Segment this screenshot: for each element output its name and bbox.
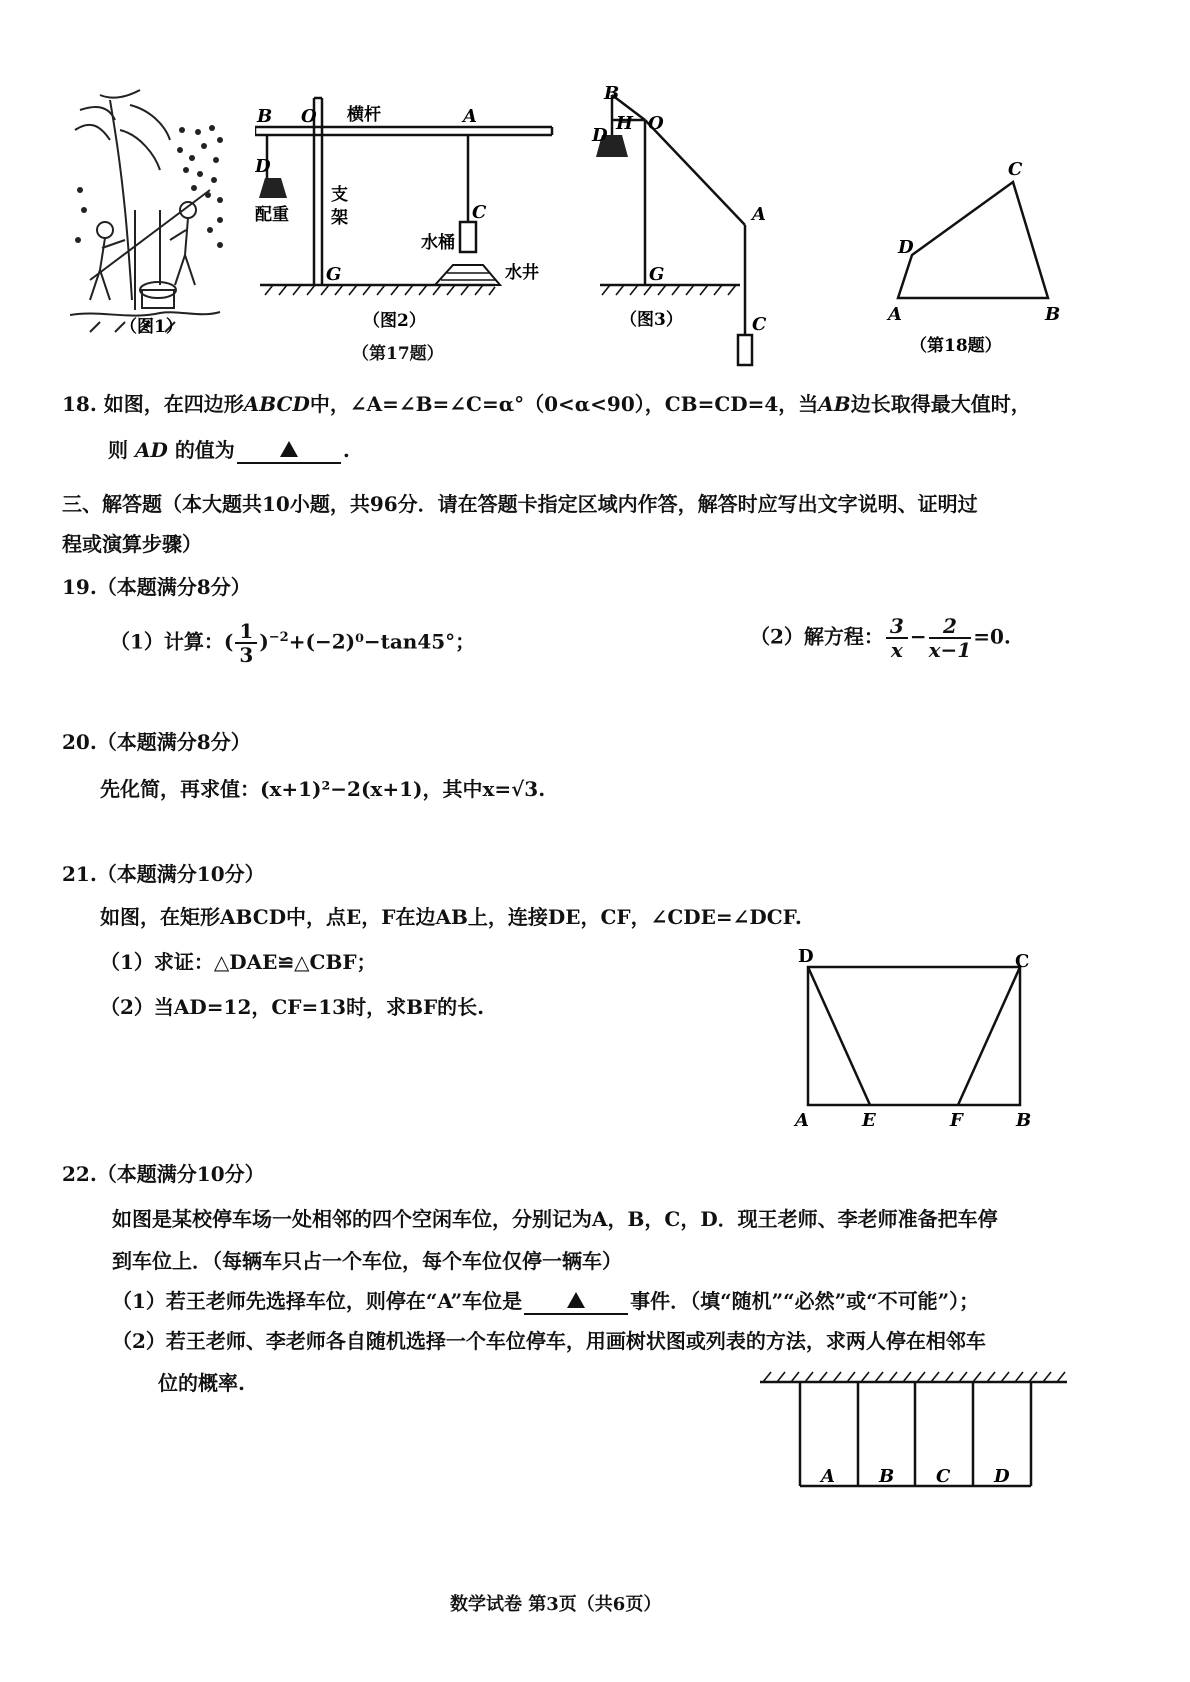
fig3-label-G: G [649,264,665,285]
q18-text-c: 边长取得最大值时， [850,392,1031,416]
q21-label-A: A [795,1110,809,1130]
fig2-label-support-1: 支 [331,185,348,205]
section3-heading-line2: 程或演算步骤） [62,532,202,556]
fig2-lines [255,98,552,285]
parking-hatching [763,1372,1065,1382]
well-mound [435,265,500,285]
q21-label-F: F [950,1110,963,1130]
q20-text: 先化简，再求值：(x+1)²−2(x+1)，其中x=√3. [100,777,546,801]
q22-parking-figure [755,1368,1075,1498]
fig3-label-H: H [616,113,634,134]
fig18-label-D: D [898,237,914,258]
q18-number: 18. [62,392,97,416]
fig2-label-B: B [257,106,273,127]
parking-slot-A: A [821,1466,835,1487]
fig18-shape [898,182,1048,298]
triangle-icon [567,1292,585,1308]
section3-heading-line1: 三、解答题（本大题共10小题，共96分．请在答题卡指定区域内作答，解答时应写出文字说明、证明过 [62,492,978,516]
q22-part2-line1: （2）若王老师、李老师各自随机选择一个车位停车，用画树状图或列表的方法，求两人停在相邻车 [112,1329,986,1353]
q21-rectangle-figure [790,945,1050,1130]
fig18-quadrilateral [880,155,1080,355]
fig18-caption: （第18题） [910,336,1002,355]
q21-statement: 如图，在矩形ABCD中，点E，F在边AB上，连接DE，CF，∠CDE=∠DCF. [100,905,802,929]
q19-part1-label: （1）计算： [110,629,224,654]
fig1-caption: （图1） [120,317,183,337]
parking-lines [760,1382,1067,1486]
parking-slot-D: D [994,1466,1010,1487]
fig3-caption: （图3） [620,310,683,330]
illustration-drawing [70,90,220,332]
fig18-label-A: A [888,304,902,325]
q22-part2-line2: 位的概率. [158,1371,245,1395]
counterweight-shape [259,178,287,198]
q18-text-d: 则 [108,438,128,462]
fig3-label-B: B [604,85,620,104]
fig17-figure3 [570,85,840,370]
fig18-label-B: B [1045,304,1061,325]
q21-label-B: B [1016,1110,1032,1130]
q21-part1: （1）求证：△DAE≌△CBF； [100,950,377,974]
fraction-3-x: $\frac{3}{x}$ [886,615,908,661]
q19-part2-tail: =0. [973,624,1011,649]
q21-part2: （2）当AD=12，CF=13时，求BF的长. [100,995,485,1019]
q18-text-a: 如图，在四边形 [103,392,244,416]
q18-quad: ABCD [243,392,310,416]
parking-slot-C: C [936,1466,951,1487]
q18-answer-blank[interactable] [237,434,341,464]
q19-part1: （1）计算：( $\frac{1}{3}$ )$^{-2}$+(−2)⁰−tan45°； [110,619,476,667]
fig2-label-G: G [326,264,342,285]
q18-text-e: 的值为 [174,438,235,462]
q18-ad: AD [134,438,168,462]
bucket-shape [460,222,476,252]
q22-answer-blank[interactable] [524,1285,628,1315]
q19-part2: （2）解方程： $\frac{3}{x}$ − $\frac{2}{x-1}$ =0. [750,614,1011,662]
q22-part1-text-a: （1）若王老师先选择车位，则停在“A”车位是 [112,1289,523,1313]
fig3-bucket [738,335,752,365]
q21-figure-lines [808,967,1020,1105]
fig2-label-D: D [255,156,271,177]
q21-heading: 21.（本题满分10分） [62,862,265,886]
q19-heading: 19.（本题满分8分） [62,575,251,599]
page-footer: 数学试卷 第3页（共6页） [450,1594,662,1615]
q18-line1 [62,390,1031,418]
q22-part1 [112,1287,979,1317]
triangle-icon [280,441,298,457]
fig2-label-bucket: 水桶 [421,233,455,253]
q22-heading: 22.（本题满分10分） [62,1162,265,1186]
q19-part2-label: （2）解方程： [750,624,884,649]
fig3-label-D: D [592,125,608,146]
q20-heading: 20.（本题满分8分） [62,730,251,754]
fig17-illustration [70,70,230,345]
q21-label-D: D [798,946,814,967]
fig2-label-O: O [301,106,317,127]
fig17-figure2 [255,90,560,330]
q22-statement-line1: 如图是某校停车场一处相邻的四个空闲车位，分别记为A，B，C，D．现王老师、李老师准备把车停 [112,1207,998,1231]
fig3-ground-hatching [602,285,736,295]
q19-exponent: −2 [268,629,289,645]
q22-statement-line2: 到车位上．（每辆车只占一个车位，每个车位仅停一辆车） [112,1249,622,1273]
fig2-label-crossbar: 横杆 [347,105,381,125]
q22-part1-text-b: 事件．（填“随机”“必然”或“不可能”）； [630,1289,980,1313]
fig2-label-A: A [463,106,477,127]
fig18-label-C: C [1008,159,1023,180]
fraction-2-x-minus-1: $\frac{2}{x-1}$ [928,614,972,662]
q18-text-b: 中，∠A=∠B=∠C=α°（0<α<90），CB=CD=4，当 [309,392,819,416]
q18-side: AB [818,392,851,416]
fig3-label-C: C [752,314,767,335]
q19-part1-tail: +(−2)⁰−tan45°； [288,629,476,654]
q21-label-E: E [862,1110,876,1130]
fig3-label-A: A [752,204,766,225]
fig3-label-O: O [648,113,664,134]
fig17-group-caption: （第17题） [352,344,444,364]
fig2-label-counterweight: 配重 [255,205,289,225]
q18-end: . [342,438,350,462]
q21-label-C: C [1015,951,1030,972]
ground-hatching [265,285,495,295]
fig2-label-well: 水井 [505,263,539,283]
fig2-label-C: C [472,202,487,223]
q18-line2 [108,436,350,466]
fig2-caption: （图2） [363,311,426,330]
parking-slot-B: B [879,1466,895,1487]
fraction-1-3: $\frac{1}{3}$ [235,620,257,666]
fig2-label-support-2: 架 [331,208,348,228]
